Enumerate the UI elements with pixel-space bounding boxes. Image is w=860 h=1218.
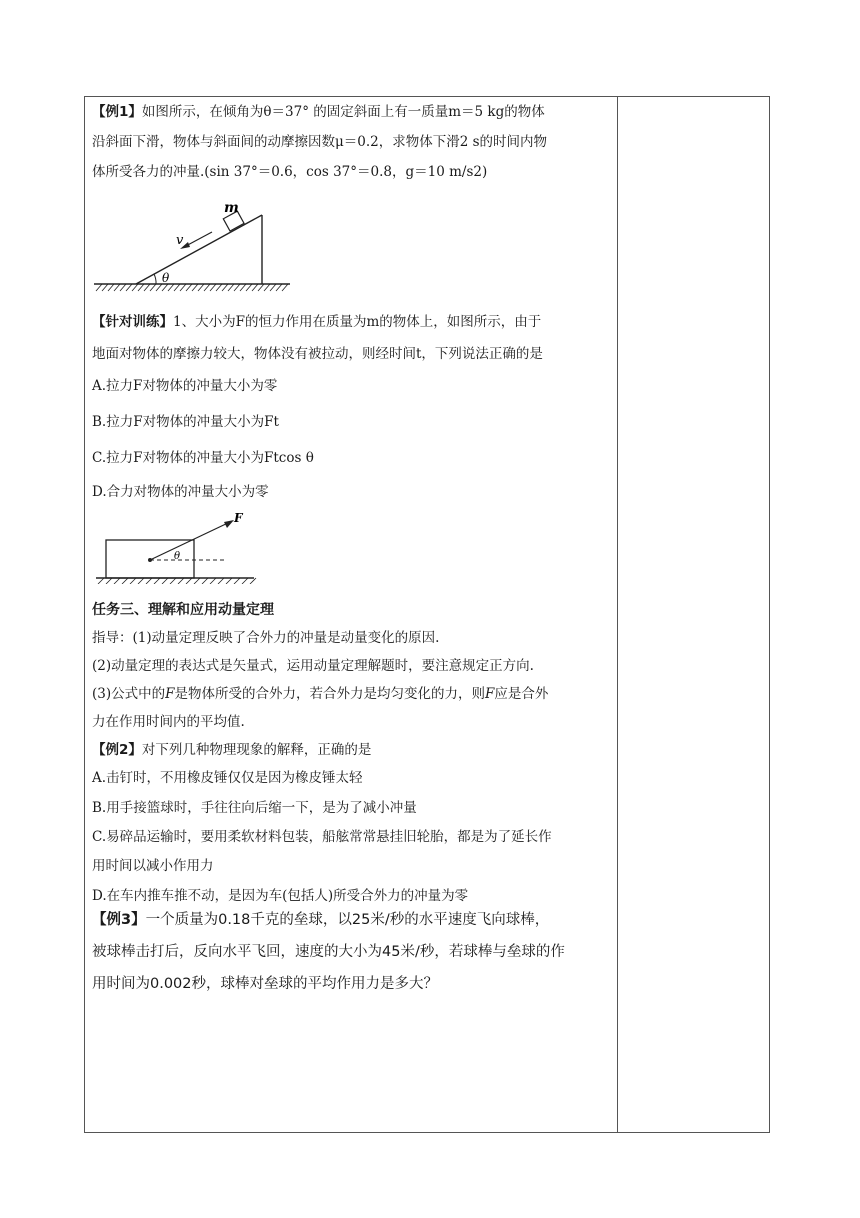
guide-line-3: (3)公式中的F是物体所受的合外力，若合外力是均匀变化的力，则F应是合外 [92, 686, 549, 702]
example2-line: 【例2】对下列几种物理现象的解释，正确的是 [92, 742, 372, 758]
training1-line-1 [92, 312, 541, 332]
training1-option-c: C.拉力F对物体的冲量大小为Ftcos θ [92, 450, 314, 466]
incline-surface [136, 215, 262, 284]
incline-figure [92, 196, 302, 296]
example2-tag: 【例2】 [92, 742, 142, 758]
example2-option-c: C.易碎品运输时，要用柔软材料包装，船舷常常悬挂旧轮胎，都是为了延长作 [92, 829, 552, 845]
training1-option-a: A.拉力F对物体的冲量大小为零 [92, 378, 278, 394]
force-angle-label: θ [174, 551, 181, 562]
force-figure [94, 512, 264, 584]
example3-line-2: 被球棒击打后，反向水平飞回，速度的大小为45米/秒，若球棒与垒球的作 [92, 944, 565, 960]
angle-label: θ [162, 271, 170, 285]
table-column-divider [617, 96, 618, 1133]
mass-label: m [224, 200, 239, 216]
example2-option-a: A.击钉时，不用橡皮锤仅仅是因为橡皮锤太轻 [92, 770, 363, 786]
velocity-label: v [176, 233, 184, 248]
training1-option-b: B.拉力F对物体的冲量大小为Ft [92, 414, 279, 430]
force-arrowhead [224, 520, 234, 528]
guide-line-1: 指导：(1)动量定理反映了合外力的冲量是动量变化的原因. [92, 630, 440, 646]
force-label: F [234, 512, 243, 525]
example3-tag: 【例3】 [92, 912, 146, 928]
training1-text: 1、大小为F的恒力作用在质量为m的物体上，如图所示，由于 [173, 314, 542, 330]
task3-heading: 任务三、理解和应用动量定理 [92, 602, 274, 618]
guide-line-4: 力在作用时间内的平均值. [92, 714, 245, 730]
example2-option-d: D.在车内推车推不动，是因为车(包括人)所受合外力的冲量为零 [92, 888, 469, 904]
guide-line-2: (2)动量定理的表达式是矢量式，运用动量定理解题时，要注意规定正方向. [92, 658, 534, 674]
training1-line-2: 地面对物体的摩擦力较大，物体没有被拉动，则经时间t，下列说法正确的是 [92, 346, 543, 362]
example1-line-3: 体所受各力的冲量.(sin 37°＝0.6，cos 37°＝0.8，g＝10 m/s2) [92, 164, 488, 180]
floor-hatching [98, 578, 256, 584]
example1-text: 如图所示，在倾角为θ＝37° 的固定斜面上有一质量m＝5 kg的物体 [141, 104, 545, 120]
example1-tag: 【例1】 [92, 104, 142, 120]
example1-line-1 [92, 102, 545, 122]
training1-option-d: D.合力对物体的冲量大小为零 [92, 484, 269, 500]
example1-line-2: 沿斜面下滑，物体与斜面间的动摩擦因数μ＝0.2，求物体下滑2 s的时间内物 [92, 134, 548, 150]
example3-line-3: 用时间为0.002秒，球棒对垒球的平均作用力是多大？ [92, 976, 439, 992]
example3-line-1: 【例3】一个质量为0.18千克的垒球，以25米/秒的水平速度飞向球棒， [92, 912, 550, 928]
training1-tag: 【针对训练】 [92, 314, 173, 330]
ground-hatching [96, 284, 288, 291]
example2-option-b: B.用手接篮球时，手往往向后缩一下，是为了减小冲量 [92, 800, 417, 816]
example2-option-c-cont: 用时间以减小作用力 [92, 858, 214, 874]
angle-arc [154, 274, 156, 284]
